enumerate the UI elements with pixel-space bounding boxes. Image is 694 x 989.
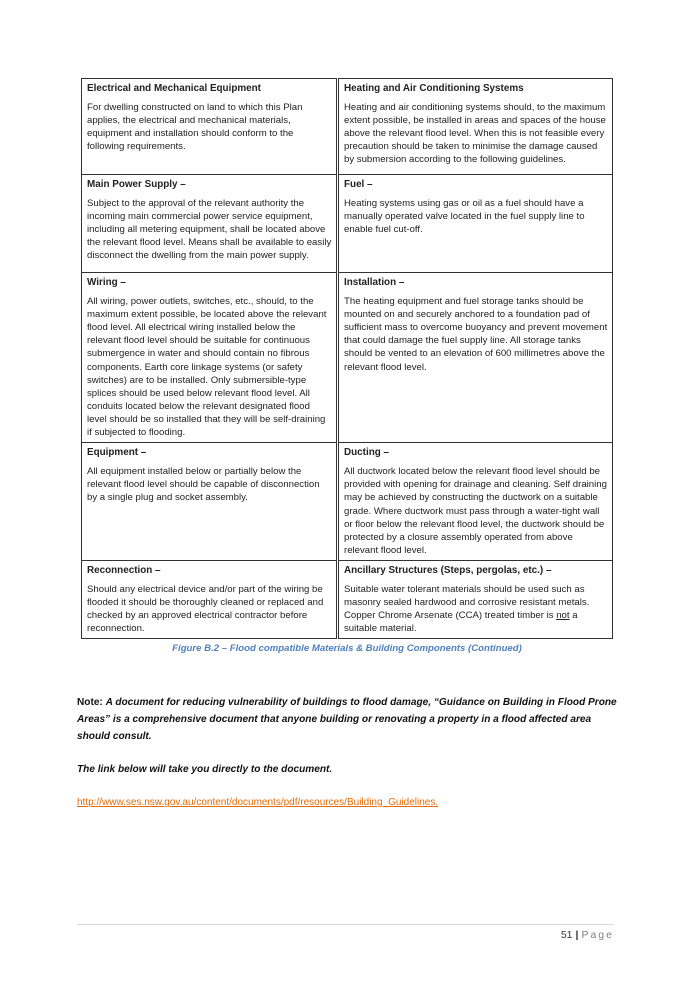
table-row: [82, 79, 613, 175]
cell-body: All equipment installed below or partially below the relevant flood level should be capable of disconnection by a single plug and socket assembly.: [87, 466, 320, 504]
cell-heading: Ancillary Structures (Steps, pergolas, etc.) –: [344, 564, 552, 576]
flood-components-table: [81, 78, 613, 639]
table-row: [82, 175, 613, 273]
cell-heading: Fuel –: [344, 179, 373, 190]
cell-heading: Ducting –: [344, 447, 389, 459]
note-label: Note:: [77, 697, 106, 708]
table-row: [82, 560, 613, 638]
table-cell: [82, 443, 338, 561]
page-number: 51: [560, 929, 573, 941]
cell-heading: Equipment –: [87, 447, 147, 459]
cell-body: Subject to the approval of the relevant authority the incoming main commercial power service equipment, including all metering equipment, shall be located above the relevant flood level. Means shall be available to easily disconnect the dwelling from the main power supply.: [87, 198, 332, 262]
cell-heading: Wiring –: [87, 277, 126, 288]
cell-body: [344, 583, 608, 635]
cell-heading: Heating and Air Conditioning Systems: [344, 83, 524, 94]
building-guidelines-link[interactable]: http://www.ses.nsw.gov.au/content/documents/pdf/resources/Building_Guidelines.: [77, 797, 439, 808]
cell-body: For dwelling constructed on land to which this Plan applies, the electrical and mechanical materials, equipment and installation should conform to the following requirements.: [87, 102, 303, 153]
table-cell: [82, 175, 338, 273]
table-cell: [338, 443, 613, 561]
cell-heading: Installation –: [344, 277, 405, 288]
table-row: [82, 443, 613, 561]
note-text: A document for reducing vulnerability of buildings to flood damage, “Guidance on Building in Flood Prone Areas” is a comprehensive document that anyone building or renovating a property in a flood affected area should consult.: [77, 697, 617, 742]
cell-body-text: Suitable water tolerant materials should be used such as masonry sealed hardwood and corrosive resistant metals. Copper Chrome Arsenate (CCA) treated timber is: [344, 583, 590, 622]
page-label: Page: [581, 929, 614, 941]
cell-body: All wiring, power outlets, switches, etc., should, to the maximum extent possible, be located above the relevant flood level. All electrical wiring installed below the relevant flood level should be suitable for continuous submergence in water and should contain no fibrous components. Earth core linkage systems (or safety switches) are to be installed. Only submersible-type splices should be used below relevant flood level. All conduits located below the relevant designated flood level should be so installed that they will be self-draining if subjected to flooding.: [87, 296, 327, 439]
emphasis-not: not: [556, 610, 570, 622]
table-cell: [338, 273, 613, 443]
note-paragraph: [77, 694, 617, 745]
link-intro: The link below will take you directly to the document.: [77, 764, 333, 775]
table-cell: [82, 79, 338, 175]
cell-heading: Reconnection –: [87, 564, 161, 576]
cell-body: The heating equipment and fuel storage tanks should be mounted on and securely anchored to a foundation pad of sufficient mass to overcome buoyancy and prevent movement that could damage the fuel supply line. All storage tanks should be vented to an elevation of 600 millimetres above the relevant flood level.: [344, 296, 608, 373]
table-cell: [82, 560, 338, 638]
table-cell: [338, 175, 613, 273]
page-footer: [561, 929, 614, 941]
table-cell: [338, 79, 613, 175]
table-cell: [338, 560, 613, 638]
figure-caption: Figure B.2 – Flood compatible Materials & Building Components (Continued): [172, 643, 522, 654]
table-cell: [82, 273, 338, 443]
cell-body: Heating systems using gas or oil as a fuel should have a manually operated valve located in the fuel supply line to enable fuel cut-off.: [344, 198, 585, 236]
cell-body: Heating and air conditioning systems should, to the maximum extent possible, be installed in areas and spaces of the house above the relevant flood level. When this is not feasible every precaution should be taken to minimise the damage caused by submersion according to the following guidelines.: [344, 102, 606, 166]
cell-heading: Electrical and Mechanical Equipment: [87, 83, 261, 94]
footer-divider: [77, 924, 614, 925]
table-row: [82, 273, 613, 443]
footer-separator: |: [575, 929, 579, 941]
cell-body: All ductwork located below the relevant flood level should be provided with opening for drainage and cleaning. Self draining may be achieved by constructing the ductwork on a suitable grade. Where ductwork must pass through a water-tight wall or floor below the relevant flood level, the ductwork should be protected by a closure assembly operated from above relevant flood level.: [344, 466, 607, 556]
cell-heading: Main Power Supply –: [87, 179, 186, 190]
cell-body: Should any electrical device and/or part of the wiring be flooded it should be thoroughly cleaned or replaced and checked by an approved electrical contractor before reconnection.: [87, 583, 324, 635]
cell-body-text: a suitable material.: [344, 610, 578, 635]
